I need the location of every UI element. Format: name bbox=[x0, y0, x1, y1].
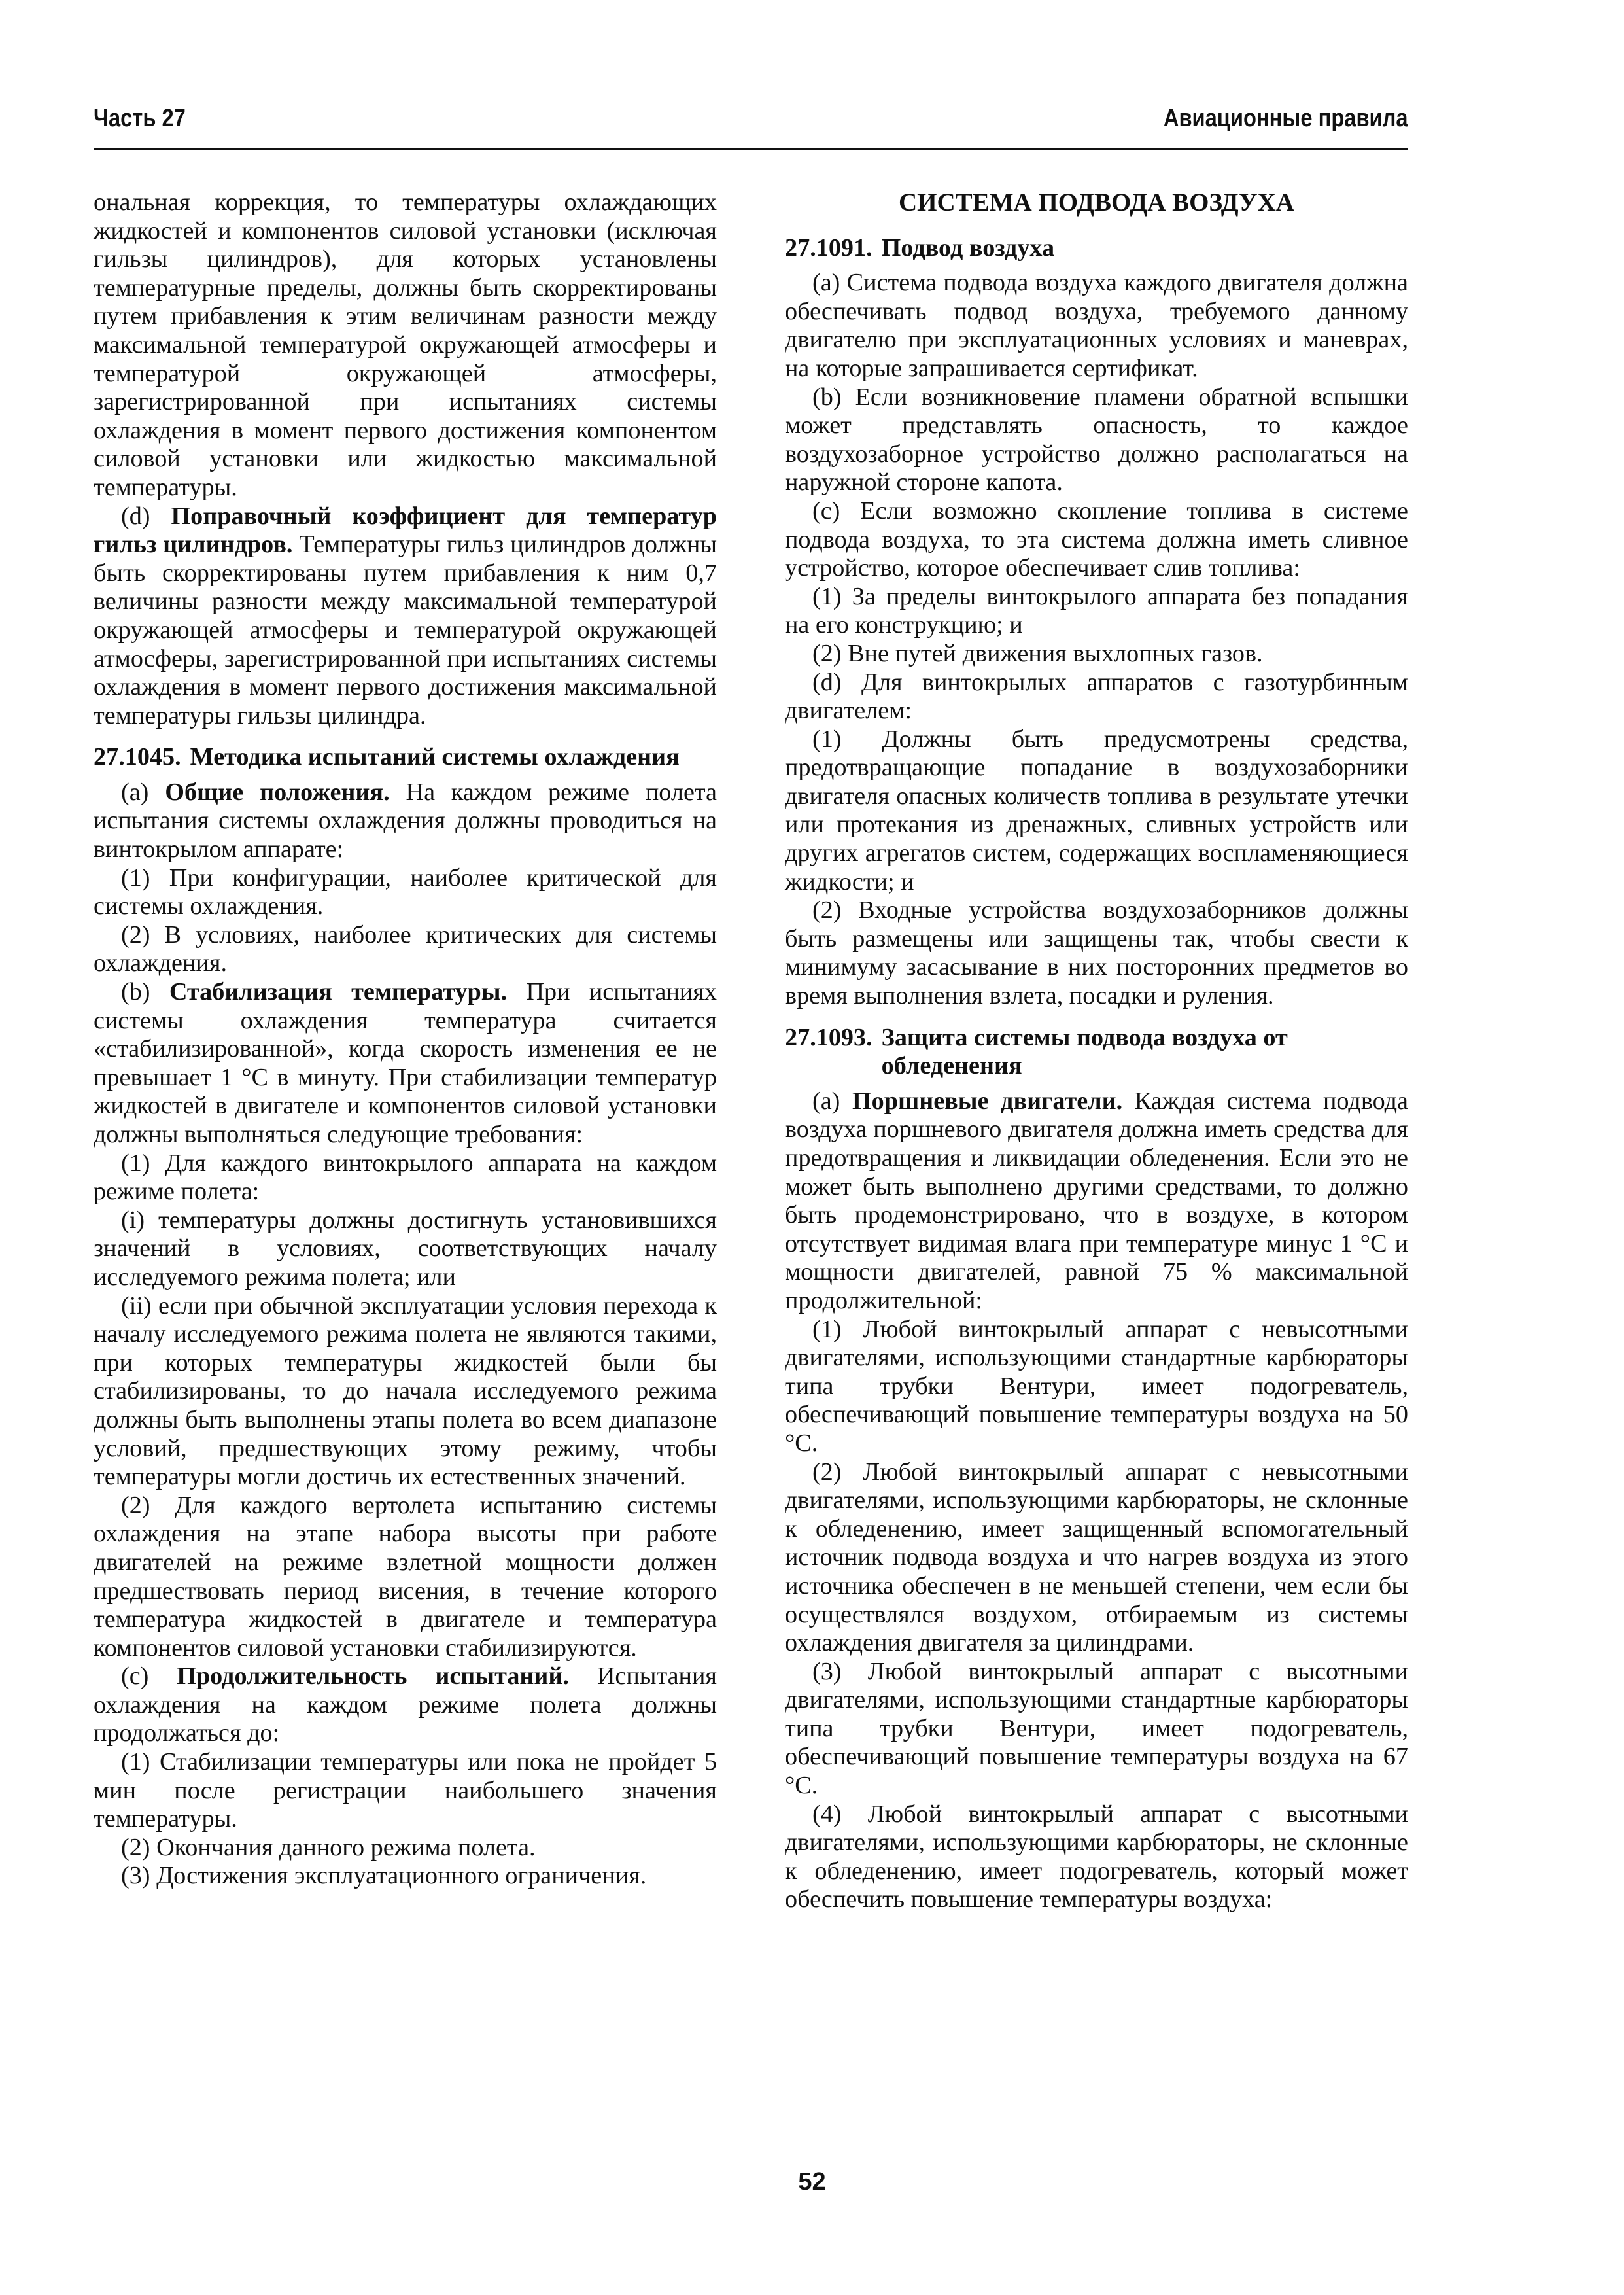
paragraph-b-1: (1) Для каждого винтокрылого аппарата на каждом режиме полета: bbox=[94, 1149, 717, 1206]
item-heading: Стабилизация температуры. bbox=[169, 978, 508, 1006]
header-part-label: Часть 27 bbox=[94, 105, 186, 132]
right-column bbox=[785, 188, 1408, 1914]
item-marker: (b) bbox=[121, 978, 169, 1006]
item-text: Каждая система подвода воздуха поршневого двигателя должна иметь средства для предотвращения и ликвидации обледенения. Если это не может быть выполнено другими средствами, то должно быть продемонстрировано, что в воздухе, в котором отсутствует видимая влага при температуре минус 1 °С и мощности двигателей, равной 75 % максимальной продолжительной: bbox=[785, 1087, 1408, 1314]
paragraph-c-3: (3) Достижения эксплуатационного ограничения. bbox=[121, 1862, 647, 1890]
section-heading-27-1093 bbox=[785, 1024, 1408, 1081]
paragraph-d bbox=[94, 502, 717, 731]
paragraph-d-1: (1) Должны быть предусмотрены средства, предотвращающие попадание в воздухозаборники двигателя опасных количеств топлива в результате утечки или протекания из дренажных, сливных устройств или других агрегатов систем, содержащих воспламеняющиеся жидкости; и bbox=[785, 725, 1408, 896]
paragraph-b: (b) Если возникновение пламени обратной вспышки может представлять опасность, то каждое воздухозаборное устройство должно располагаться на наружной стороне капота. bbox=[785, 383, 1408, 497]
paragraph-a-4: (4) Любой винтокрылый аппарат с высотными двигателями, использующими карбюраторы, не склонные к обледенению, имеет подогреватель, который может обеспечить повышение температуры воздуха: bbox=[785, 1800, 1408, 1914]
section-title: Методика испытаний системы охлаждения bbox=[190, 743, 680, 771]
paragraph-a-3: (3) Любой винтокрылый аппарат с высотными двигателями, использующими стандартные карбюраторы типа трубки Вентури, имеет подогреватель, обеспечивающий повышение температуры воздуха на 67 °С. bbox=[785, 1657, 1408, 1800]
paragraph-c-1: (1) За пределы винтокрылого аппарата без попадания на его конструкцию; и bbox=[785, 582, 1408, 639]
item-heading: Общие положения. bbox=[165, 778, 390, 806]
item-marker: (a) bbox=[121, 778, 165, 806]
section-number: 27.1091. bbox=[785, 234, 872, 262]
section-heading-27-1045 bbox=[94, 743, 717, 772]
page-number: 52 bbox=[798, 2168, 826, 2196]
paragraph-c: (c) Если возможно скопление топлива в системе подвода воздуха, то эта система должна иметь сливное устройство, которое обеспечивает слив топлива: bbox=[785, 497, 1408, 582]
item-text: Испытания охлаждения на каждом режиме полета должны продолжаться до: bbox=[94, 1662, 717, 1747]
paragraph-d: (d) Для винтокрылых аппаратов с газотурбинным двигателем: bbox=[785, 668, 1408, 725]
item-marker: (a) bbox=[812, 1087, 852, 1115]
section-number: 27.1045. bbox=[94, 743, 181, 771]
paragraph-c-2: (2) Окончания данного режима полета. bbox=[121, 1833, 536, 1861]
item-text: Температуры гильз цилиндров должны быть скорректированы путем прибавления к ним 0,7 величины разности между максимальной температурой окружающей атмосферы и температурой окружающей атмосферы, зарегистрированной при испытаниях системы охлаждения в момент первого достижения максимальной температуры гильзы цилиндра. bbox=[94, 531, 717, 729]
item-text: При испытаниях системы охлаждения температура считается «стабилизированной», когда скорость изменения ее не превышает 1 °С в минуту. При стабилизации температур жидкостей в двигателе и компонентов силовой установки должны выполняться следующие требования: bbox=[94, 978, 717, 1148]
paragraph-a-1: (1) При конфигурации, наиболее критической для системы охлаждения. bbox=[94, 864, 717, 920]
chapter-title: СИСТЕМА ПОДВОДА ВОЗДУХА bbox=[899, 188, 1294, 217]
item-marker: (c) bbox=[121, 1662, 177, 1691]
paragraph-a-2: (2) Любой винтокрылый аппарат с невысотными двигателями, использующими карбюраторы, не склонные к обледенению, имеет защищенный вспомогательный источник подвода воздуха и что нагрев воздуха из этого источника обеспечен в не меньшей степени, чем если бы осуществлялся воздухом, отбираемым из системы охлаждения двигателя за цилиндрами. bbox=[785, 1458, 1408, 1657]
paragraph-c bbox=[94, 1662, 717, 1748]
item-heading: Продолжительность испытаний. bbox=[177, 1662, 569, 1691]
paragraph-b-1-ii: (ii) если при обычной эксплуатации условия перехода к началу исследуемого режима полета не являются такими, при которых температуры жидкостей были бы стабилизированы, то до начала исследуемого режима должны быть выполнены этапы полета во всем диапазоне условий, предшествующих этому режиму, чтобы температуры могли достичь их естественных значений. bbox=[94, 1291, 717, 1491]
header-document-title: Авиационные правила bbox=[1164, 105, 1408, 132]
paragraph-b-2: (2) Для каждого вертолета испытанию системы охлаждения на этапе набора высоты при работе двигателей на режиме взлетной мощности должен предшествовать период висения, в течение которого температура жидкостей в двигателе и температура компонентов силовой установки стабилизируются. bbox=[94, 1491, 717, 1662]
section-title: Защита системы подвода воздуха от обледенения bbox=[881, 1023, 1288, 1080]
paragraph-a-2: (2) В условиях, наиболее критических для системы охлаждения. bbox=[94, 920, 717, 977]
paragraph-a-1: (1) Любой винтокрылый аппарат с невысотными двигателями, использующими стандартные карбюраторы типа трубки Вентури, имеет подогреватель, обеспечивающий повышение температуры воздуха на 50 °С. bbox=[785, 1315, 1408, 1457]
item-text: На каждом режиме полета испытания системы охлаждения должны проводиться на винтокрылом аппарате: bbox=[94, 778, 717, 864]
section-heading-27-1091 bbox=[785, 234, 1408, 263]
section-title: Подвод воздуха bbox=[881, 234, 1055, 262]
page-header bbox=[94, 103, 1408, 150]
item-marker: (d) bbox=[121, 502, 171, 530]
paragraph-d-2: (2) Входные устройства воздухозаборников должны быть размещены или защищены так, чтобы свести к минимуму засасывание в них посторонних предметов во время выполнения взлета, посадки и руления. bbox=[785, 896, 1408, 1010]
paragraph-c-1: (1) Стабилизации температуры или пока не пройдет 5 мин после регистрации наибольшего значения температуры. bbox=[94, 1748, 717, 1833]
left-column bbox=[94, 188, 717, 1891]
paragraph-a bbox=[785, 1087, 1408, 1316]
paragraph: ональная коррекция, то температуры охлаждающих жидкостей и компонентов силовой установки (исключая гильзы цилиндров), для которых установлены температурные пределы, должны быть скорректированы путем прибавления к этим величинам разности между максимальной температурой окружающей атмосферы и температурой окружающей атмосферы, зарегистрированной при испытаниях системы охлаждения в момент первого достижения компонентом силовой установки или жидкостью максимальной температуры. bbox=[94, 188, 717, 501]
paragraph-a: (a) Система подвода воздуха каждого двигателя должна обеспечивать подвод воздуха, требуемого данному двигателю при эксплуатационных условиях и маневрах, на которые запрашивается сертификат. bbox=[785, 269, 1408, 382]
paragraph-b bbox=[94, 978, 717, 1149]
item-heading: Поршневые двигатели. bbox=[852, 1087, 1123, 1115]
paragraph-a bbox=[94, 779, 717, 864]
section-number: 27.1093. bbox=[785, 1023, 872, 1051]
paragraph-c-2: (2) Вне путей движения выхлопных газов. bbox=[812, 639, 1263, 667]
paragraph-b-1-i: (i) температуры должны достигнуть установившихся значений в условиях, соответствующих началу исследуемого режима полета; или bbox=[94, 1206, 717, 1291]
item-heading: Поправочный коэффициент для температур гильз цилиндров. bbox=[94, 502, 717, 559]
